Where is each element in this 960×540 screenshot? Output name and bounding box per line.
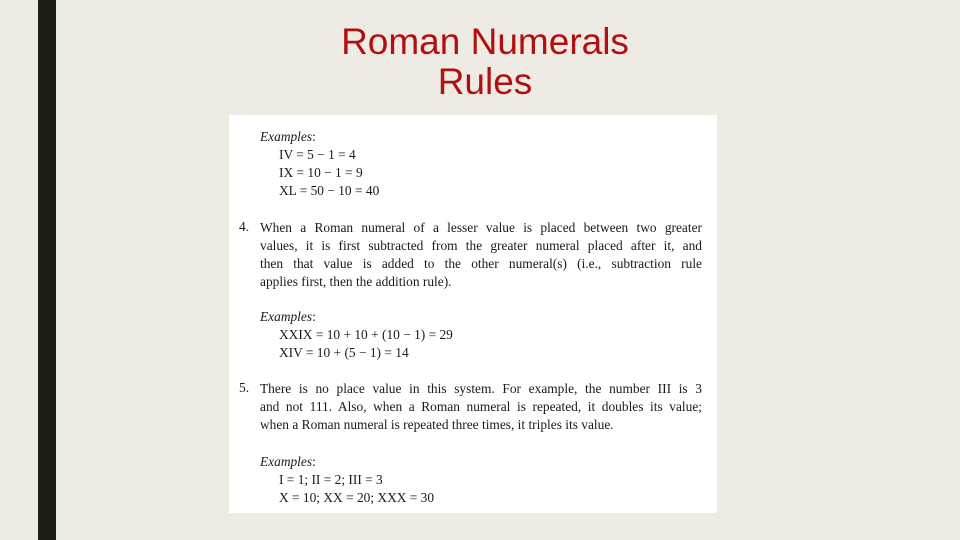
example-line: I = 1; II = 2; III = 3 xyxy=(279,472,383,487)
example-line: XXIX = 10 + 10 + (10 − 1) = 29 xyxy=(279,327,453,342)
rule-number: 5. xyxy=(239,380,250,395)
example-line: IV = 5 − 1 = 4 xyxy=(279,147,356,162)
rule-text-line: when a Roman numeral is repeated three times, it triples its value. xyxy=(260,417,614,432)
slide-title xyxy=(200,22,770,102)
rule-text-line: and not 111. Also, when a Roman numeral is repeated, it doubles its value; xyxy=(260,399,702,414)
examples-heading: Examples: xyxy=(260,454,316,469)
examples-heading: Examples: xyxy=(260,309,316,324)
example-line: XIV = 10 + (5 − 1) = 14 xyxy=(279,345,409,360)
rule-5-text xyxy=(260,380,702,434)
rule-4-text xyxy=(260,219,702,291)
rule-text-line: applies first, then the addition rule). xyxy=(260,274,452,289)
example-line: XL = 50 − 10 = 40 xyxy=(279,183,380,198)
rule-text-line: then that value is added to the other numeral(s) (i.e., subtraction rule xyxy=(260,256,702,271)
example-line: IX = 10 − 1 = 9 xyxy=(279,165,363,180)
side-accent-bar xyxy=(38,0,56,540)
document-image xyxy=(229,115,717,513)
rule-text-line: When a Roman numeral of a lesser value is placed between two greater xyxy=(260,220,702,235)
slide-title-line-1: Roman Numerals xyxy=(341,21,629,62)
rule-text-line: There is no place value in this system. For example, the number III is 3 xyxy=(260,381,702,396)
rule-text-line: values, it is first subtracted from the greater numeral placed after it, and xyxy=(260,238,702,253)
rule-number: 4. xyxy=(239,219,250,234)
slide-title-line-2: Rules xyxy=(437,61,533,102)
examples-heading: Examples: xyxy=(260,129,316,144)
example-line: X = 10; XX = 20; XXX = 30 xyxy=(279,490,435,505)
